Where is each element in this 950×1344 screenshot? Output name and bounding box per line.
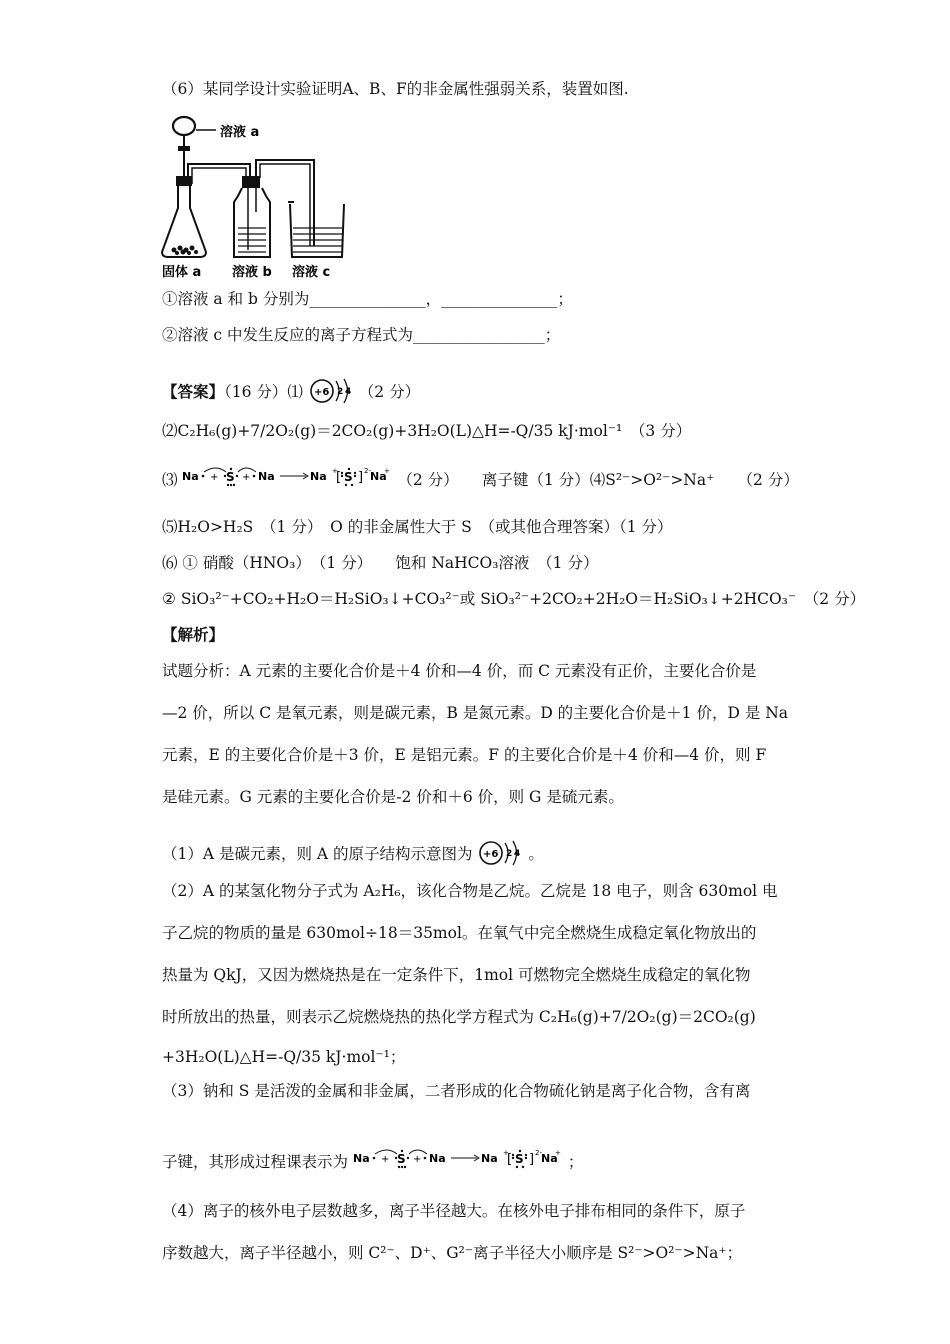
analysis-p1-line: 是硅元素。G 元素的主要化合价是-2 价和＋6 价，则 G 是硫元素。: [162, 788, 624, 806]
analysis-p1-line: 试题分析：A 元素的主要化合价是＋4 价和—4 价，而 C 元素没有正价，主要化合价是: [162, 662, 757, 680]
svg-text:2-: 2-: [534, 1149, 542, 1157]
svg-text:[: [: [506, 1152, 513, 1167]
analysis-p3-line: 子乙烷的物质的量是 630mol÷18＝35mol。在氧气中完全燃烧生成稳定氧化物放出的: [162, 924, 757, 942]
analysis-p1-line: —2 价，所以 C 是氧元素，则是碳元素，B 是氮元素。D 的主要化合价是＋1 价，D 是 Na: [162, 704, 789, 722]
svg-text:[: [: [336, 470, 342, 485]
svg-text:]: ]: [528, 1152, 535, 1167]
answer-3-prefix: ⑶: [162, 471, 178, 489]
svg-text:+: +: [554, 1149, 561, 1157]
q6-intro: （6）某同学设计实验证明A、B、F的非金属性强弱关系，装置如图.: [162, 80, 629, 98]
analysis-p2-text: （1）A 是碳元素，则 A 的原子结构示意图为: [162, 845, 473, 863]
svg-text:+6: +6: [313, 387, 330, 398]
svg-text:Na: Na: [352, 1152, 370, 1165]
apparatus-figure: [158, 112, 348, 282]
svg-text:Na: Na: [540, 1152, 558, 1165]
analysis-p2-end: 。: [528, 845, 544, 863]
analysis-p1-line: 元素，E 的主要化合价是＋3 价，E 是铝元素。F 的主要化合价是＋4 价和—4 价，则 F: [162, 746, 767, 764]
analysis-p5-line: 序数越大，离子半径越小，则 C²⁻、D⁺、G²⁻离子半径大小顺序是 S²⁻>O²⁻>Na⁺；: [162, 1244, 743, 1262]
svg-text:Na: Na: [258, 470, 276, 483]
label-sol-b: 溶液 b: [232, 265, 272, 280]
answer-line-2: ⑵C₂H₆(g)+7/2O₂(g)＝2CO₂(g)+3H₂O(L)△H=-Q/35 kJ·mol⁻¹ （3 分）: [162, 422, 692, 440]
label-sol-a: 溶液 a: [220, 125, 260, 140]
svg-text:2: 2: [506, 849, 513, 859]
answer-1-suffix: （2 分）: [358, 383, 421, 401]
na2s-formation-diagram: [182, 466, 392, 496]
analysis-p3-line: 时所放出的热量，则表示乙烷燃烧热的热化学方程式为 C₂H₆(g)+7/2O₂(g)＝2CO₂(g): [162, 1008, 756, 1026]
analysis-p4-text: 子键，其形成过程课表示为: [162, 1153, 349, 1171]
na2s-formation-diagram: [353, 1148, 563, 1178]
svg-text:S: S: [344, 470, 354, 484]
svg-text:Na: Na: [428, 1152, 446, 1165]
carbon-atom-diagram: [477, 838, 523, 872]
svg-text:+: +: [242, 472, 251, 483]
svg-text:Na: Na: [310, 470, 328, 483]
label-solid-a: 固体 a: [162, 265, 202, 280]
analysis-p4-line1: （3）钠和 S 是活泼的金属和非金属，二者形成的化合物硫化钠是离子化合物，含有离: [162, 1082, 751, 1100]
svg-text:+: +: [332, 467, 339, 475]
svg-text:S: S: [514, 1152, 524, 1166]
answer-3-suffix: （2 分） 离子键（1 分）⑷S²⁻>O²⁻>Na⁺ （2 分）: [397, 471, 799, 489]
svg-text:+: +: [210, 472, 219, 483]
q6-ask2: ②溶液 c 中发生反应的离子方程式为_________________；: [162, 326, 561, 344]
analysis-p3-line: （2）A 的某氢化物分子式为 A₂H₆，该化合物是乙烷。乙烷是 18 电子，则含 630mol 电: [162, 882, 778, 900]
svg-text:2: 2: [336, 387, 344, 397]
svg-text:+: +: [412, 1154, 422, 1165]
svg-text:+6: +6: [483, 849, 499, 860]
answer-head: 【答案】: [162, 382, 225, 401]
answer-line-5: ⑸H₂O>H₂S （1 分） O 的非金属性大于 S （或其他合理答案）（1 分）: [162, 518, 673, 536]
svg-text:2-: 2-: [364, 467, 372, 475]
analysis-p2: [162, 838, 544, 872]
answer-line-6-2: ② SiO₃²⁻+CO₂+H₂O＝H₂SiO₃↓+CO₃²⁻或 SiO₃²⁻+2CO₂+2H₂O＝H₂SiO₃↓+2HCO₃⁻ （2 分）: [162, 590, 866, 608]
svg-text:4: 4: [344, 387, 352, 397]
q6-ask1: ①溶液 a 和 b 分别为_______________，_______________；: [162, 290, 573, 308]
answer-line-3: [162, 466, 799, 496]
analysis-p3-line: +3H₂O(L)△H=-Q/35 kJ·mol⁻¹；: [162, 1048, 406, 1066]
carbon-atom-diagram: [308, 376, 354, 410]
answer-line-6-1: ⑹ ① 硝酸（HNO₃） （1 分） 饱和 NaHCO₃溶液 （1 分）: [162, 554, 599, 572]
answer-line-1: [162, 376, 420, 410]
svg-text:]: ]: [358, 470, 364, 485]
svg-text:S: S: [226, 470, 236, 484]
label-sol-c: 溶液 c: [292, 265, 331, 280]
svg-text:+: +: [502, 1149, 509, 1157]
svg-text:Na: Na: [182, 470, 200, 483]
svg-text:S: S: [396, 1152, 406, 1166]
analysis-head: 【解析】: [162, 625, 225, 644]
svg-text:Na: Na: [480, 1152, 498, 1165]
svg-text:Na: Na: [370, 470, 388, 483]
analysis-p4-end: ；: [567, 1153, 584, 1171]
answer-1-prefix: （16 分）⑴: [224, 383, 303, 401]
analysis-p3-line: 热量为 QkJ，又因为燃烧热是在一定条件下，1mol 可燃物完全燃烧生成稳定的氧化物: [162, 966, 751, 984]
svg-text:+: +: [380, 1154, 390, 1165]
analysis-p4-line2: [162, 1148, 583, 1178]
svg-text:+: +: [384, 467, 391, 475]
analysis-p5-line: （4）离子的核外电子层数越多，离子半径越大。在核外电子排布相同的条件下，原子: [162, 1202, 746, 1220]
svg-text:4: 4: [514, 849, 521, 859]
